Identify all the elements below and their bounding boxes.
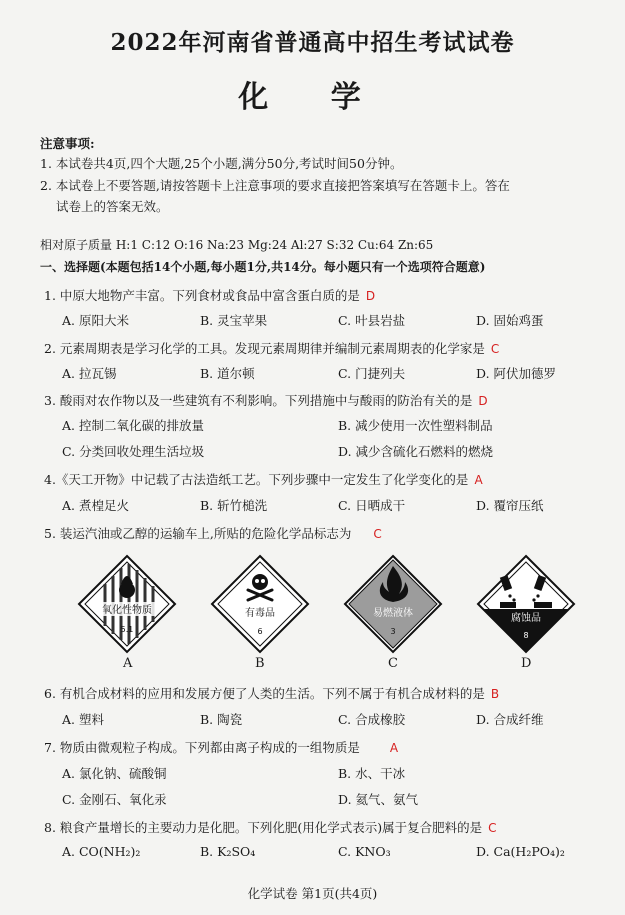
option-c: C. 分类回收处理生活垃圾	[62, 444, 205, 459]
notes-item-2-cont: 试卷上的答案无效。	[56, 199, 169, 214]
option-d: D. 覆帘压纸	[476, 498, 544, 513]
oxidizer-hazard-sign	[77, 554, 177, 654]
answer-mark: A	[389, 741, 399, 755]
option-c: C. 叶县岩盐	[338, 313, 406, 328]
exam-title: 2022年河南省普通高中招生考试试卷	[110, 29, 515, 56]
answer-mark: C	[490, 342, 500, 356]
page-footer: 化学试卷 第1页(共4页)	[247, 886, 378, 901]
option-b: B. 水、干冰	[338, 766, 406, 781]
option-a: A. 原阳大米	[62, 313, 129, 328]
option-d: D. 合成纤维	[476, 712, 544, 727]
question-stem: 8. 粮食产量增长的主要动力是化肥。下列化肥(用化学式表示)属于复合肥料的是 C	[44, 820, 497, 835]
sign-letter-b: B	[255, 656, 265, 671]
option-b: B. K₂SO₄	[200, 844, 256, 859]
option-b: B. 斩竹槌洗	[200, 498, 268, 513]
sign-letter-c: C	[388, 656, 398, 671]
option-b: B. 灵宝苹果	[200, 313, 268, 328]
sign-class-number: 8	[523, 631, 529, 640]
sign-class-number: 5.1	[120, 625, 134, 634]
toxic-hazard-sign	[210, 554, 310, 654]
option-c: C. 金刚石、氧化汞	[62, 792, 167, 807]
option-b: B. 减少使用一次性塑料制品	[338, 418, 493, 433]
question-stem: 4.《天工开物》中记载了古法造纸工艺。下列步骤中一定发生了化学变化的是 A	[44, 472, 483, 487]
option-a: A. 煮楻足火	[62, 498, 129, 513]
answer-mark: C	[488, 821, 497, 835]
flammable-liquid-hazard-sign	[343, 554, 443, 654]
sign-label: 腐蚀品	[511, 613, 541, 624]
option-c: C. KNO₃	[338, 844, 391, 859]
question-stem: 1. 中原大地物产丰富。下列食材或食品中富含蛋白质的是 D	[44, 288, 376, 303]
question-stem: 2. 元素周期表是学习化学的工具。发现元素周期律并编制元素周期表的化学家是 C	[44, 341, 500, 356]
notes-item-1: 1. 本试卷共4页,四个大题,25个小题,满分50分,考试时间50分钟。	[40, 156, 403, 171]
sign-letter-d: D	[521, 656, 532, 671]
answer-mark: D	[478, 394, 488, 408]
atomic-masses: 相对原子质量 H:1 C:12 O:16 Na:23 Mg:24 Al:27 S:32 Cu:64 Zn:65	[40, 238, 434, 252]
answer-mark: A	[474, 473, 483, 487]
notes-heading: 注意事项:	[40, 136, 95, 151]
sign-class-number: 3	[390, 627, 396, 636]
option-a: A. CO(NH₂)₂	[62, 844, 141, 859]
subject-title: 化 学	[238, 80, 387, 115]
sign-class-number: 6	[257, 627, 263, 636]
answer-mark: D	[365, 289, 376, 303]
option-a: A. 拉瓦锡	[62, 366, 117, 381]
question-stem: 5. 装运汽油或乙醇的运输车上,所贴的危险化学品标志为 C	[44, 526, 382, 541]
option-c: C. 门捷列夫	[338, 366, 406, 381]
option-d: D. 氦气、氨气	[338, 792, 419, 807]
sign-label: 易燃液体	[373, 608, 413, 619]
answer-mark: B	[490, 687, 500, 701]
corrosive-hazard-sign	[476, 554, 576, 654]
option-a: A. 塑料	[62, 712, 104, 727]
question-stem: 6. 有机合成材料的应用和发展方便了人类的生活。下列不属于有机合成材料的是 B	[44, 686, 500, 701]
option-d: D. 减少含硫化石燃料的燃烧	[338, 444, 494, 459]
answer-mark: C	[373, 527, 382, 541]
option-c: C. 日晒成干	[338, 498, 406, 513]
option-a: A. 控制二氧化碳的排放量	[62, 418, 204, 433]
question-stem: 7. 物质由微观粒子构成。下列都由离子构成的一组物质是 A	[44, 740, 399, 755]
option-a: A. 氯化钠、硫酸铜	[62, 766, 167, 781]
sign-letter-a: A	[123, 656, 133, 671]
question-stem: 3. 酸雨对农作物以及一些建筑有不利影响。下列措施中与酸雨的防治有关的是 D	[44, 393, 488, 408]
option-c: C. 合成橡胶	[338, 712, 406, 727]
option-b: B. 道尔顿	[200, 366, 255, 381]
sign-label: 有毒品	[245, 608, 275, 619]
option-d: D. 阿伏加德罗	[476, 366, 557, 381]
option-d: D. 固始鸡蛋	[476, 313, 544, 328]
section-heading: 一、选择题(本题包括14个小题,每小题1分,共14分。每小题只有一个选项符合题意)	[40, 260, 486, 274]
option-b: B. 陶瓷	[200, 712, 243, 727]
option-d: D. Ca(H₂PO₄)₂	[476, 844, 565, 859]
sign-label: 氧化性物质	[102, 605, 152, 616]
notes-item-2: 2. 本试卷上不要答题,请按答题卡上注意事项的要求直接把答案填写在答题卡上。答在	[40, 178, 510, 193]
